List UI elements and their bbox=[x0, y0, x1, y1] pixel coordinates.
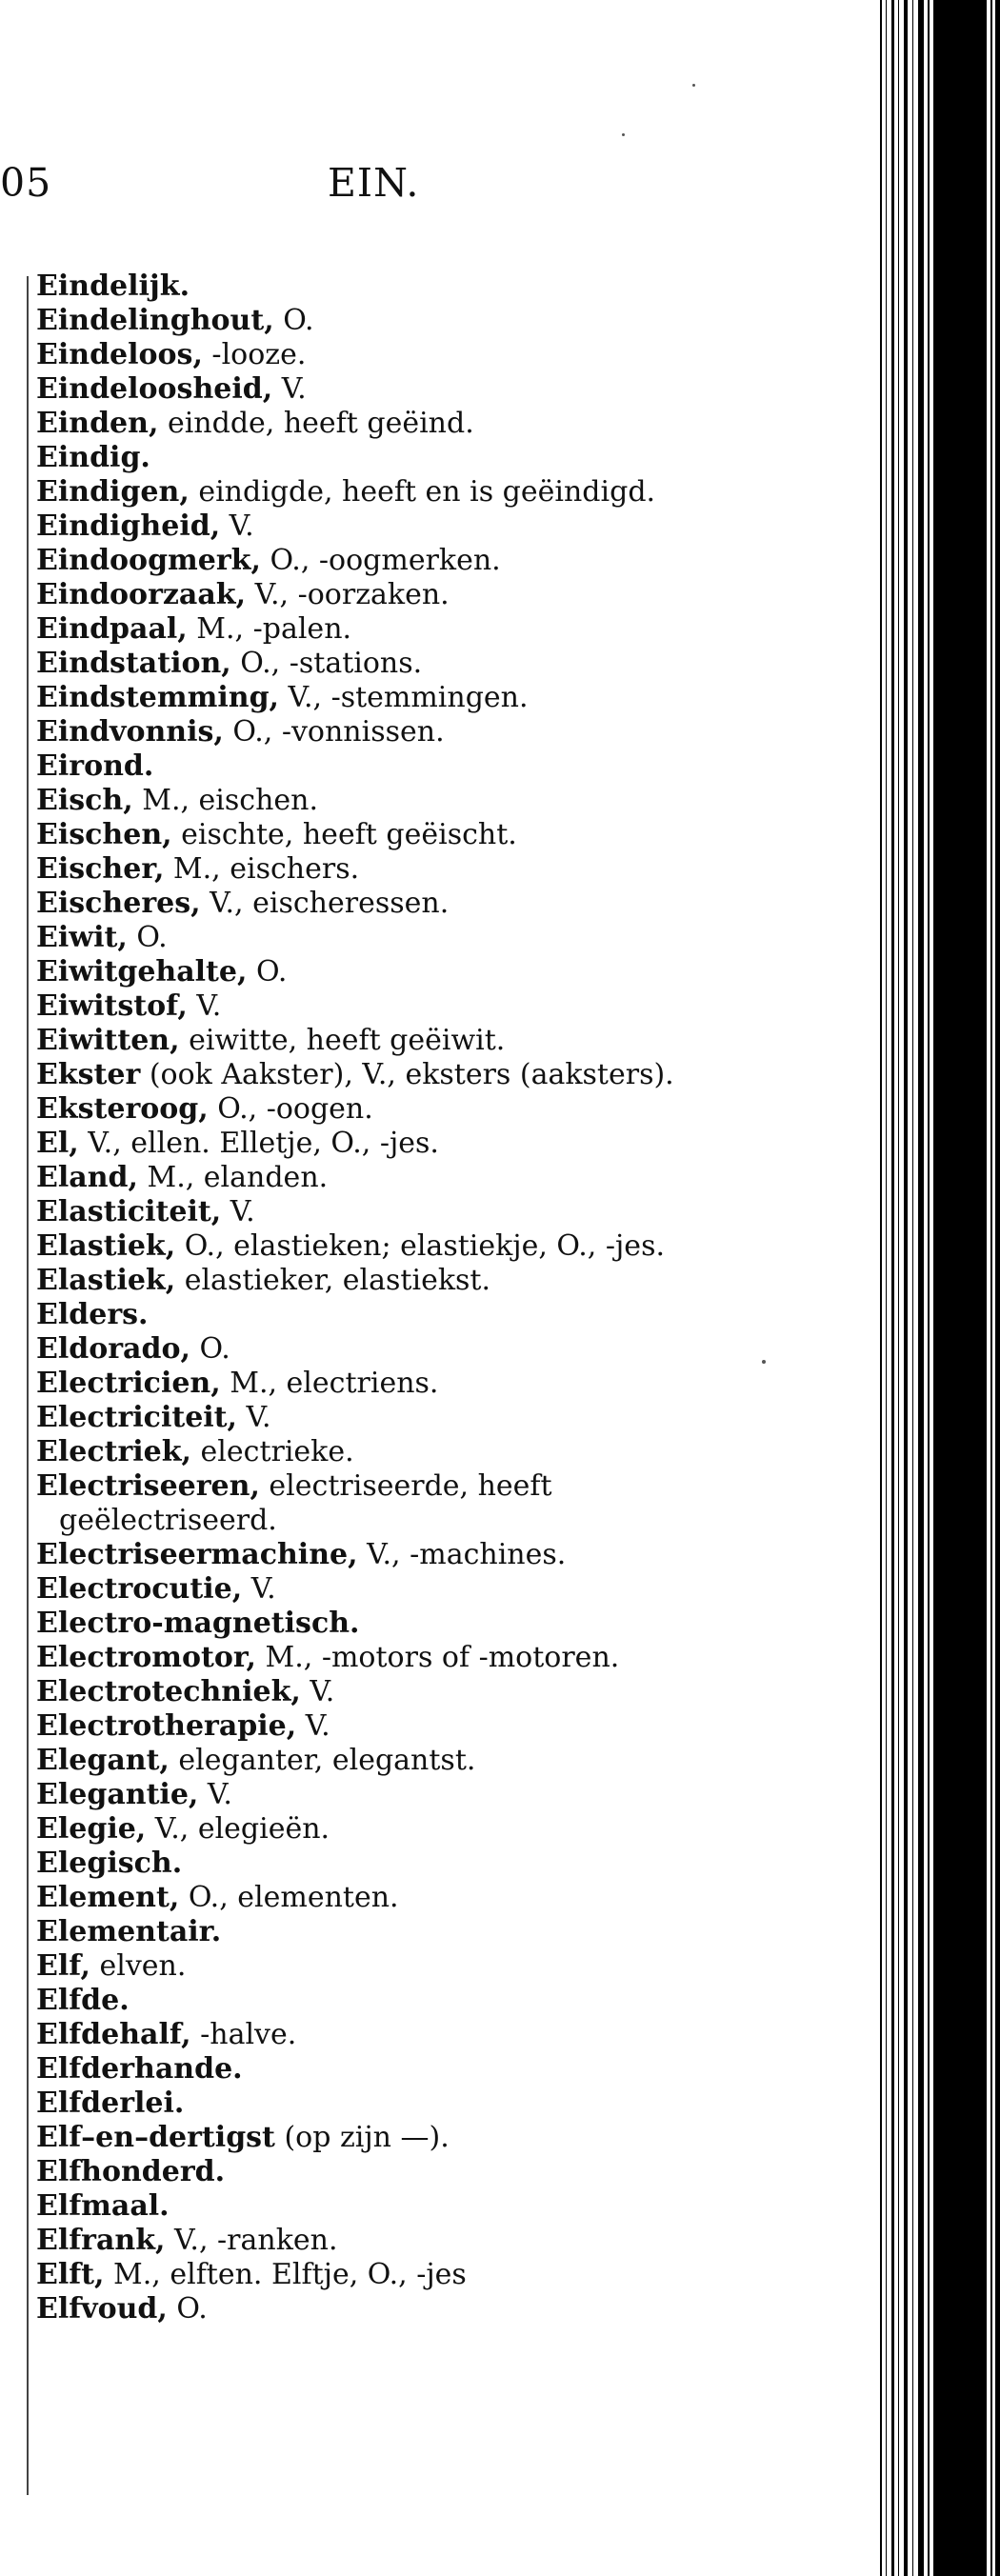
entry-definition: V. bbox=[272, 372, 307, 406]
entry-definition: V. bbox=[242, 1572, 276, 1606]
entry-headword: Elastiek, bbox=[36, 1264, 176, 1297]
entry-definition: V., -ranken. bbox=[165, 2224, 338, 2257]
entry-definition: V., -oorzaken. bbox=[246, 578, 450, 611]
dictionary-entry bbox=[36, 544, 741, 578]
dictionary-entry bbox=[36, 818, 741, 852]
entry-headword: Eindigen, bbox=[36, 475, 190, 509]
dictionary-entry bbox=[36, 1469, 741, 1538]
book-binding-edge bbox=[878, 0, 1000, 2576]
entry-headword: Electrotechniek, bbox=[36, 1675, 301, 1708]
entry-headword: Electrotherapie, bbox=[36, 1709, 297, 1743]
entry-headword: Electrocutie, bbox=[36, 1572, 243, 1606]
dictionary-entry bbox=[36, 2258, 741, 2292]
entry-headword: Eindpaal, bbox=[36, 612, 188, 646]
dictionary-entry bbox=[36, 2087, 741, 2121]
entry-headword: Electromotor, bbox=[36, 1641, 256, 1674]
entry-headword: Elegie, bbox=[36, 1812, 147, 1846]
dictionary-entry bbox=[36, 1298, 741, 1332]
entry-definition: (op zijn —). bbox=[274, 2121, 450, 2154]
dictionary-entry bbox=[36, 2224, 741, 2258]
dictionary-entry bbox=[36, 2292, 741, 2326]
dictionary-entry bbox=[36, 338, 741, 372]
dictionary-entry bbox=[36, 1127, 741, 1161]
ink-speck bbox=[762, 1360, 766, 1364]
dictionary-entry bbox=[36, 1915, 741, 1949]
entry-definition: V. bbox=[220, 509, 254, 543]
entry-definition: O. bbox=[273, 304, 314, 337]
dictionary-entry bbox=[36, 1024, 741, 1058]
ink-speck bbox=[622, 133, 625, 136]
dictionary-entry bbox=[36, 2121, 741, 2155]
entry-definition: O., elementen. bbox=[179, 1881, 399, 1914]
dictionary-entry bbox=[36, 1778, 741, 1812]
entry-headword: Elasticiteit, bbox=[36, 1195, 222, 1228]
dictionary-entry bbox=[36, 1092, 741, 1127]
dictionary-entry bbox=[36, 441, 741, 475]
entry-definition: V. bbox=[236, 1401, 271, 1434]
entry-definition: V. bbox=[300, 1675, 335, 1708]
dictionary-entry bbox=[36, 1812, 741, 1847]
dictionary-entry bbox=[36, 1401, 741, 1435]
margin-rule bbox=[27, 276, 29, 2495]
dictionary-entry bbox=[36, 1744, 741, 1778]
entry-headword: Eiwitten, bbox=[36, 1024, 180, 1057]
dictionary-entry bbox=[36, 304, 741, 338]
entry-headword: Eindstemming, bbox=[36, 681, 279, 714]
entry-headword: Eischer, bbox=[36, 852, 165, 886]
entry-headword: Elfde. bbox=[36, 1984, 130, 2017]
dictionary-entry bbox=[36, 475, 741, 509]
entry-headword: Elegantie, bbox=[36, 1778, 199, 1811]
entry-definition: O. bbox=[190, 1332, 230, 1366]
dictionary-entry bbox=[36, 852, 741, 887]
entry-definition: O., -stations. bbox=[230, 647, 423, 680]
entry-headword: Eindeloosheid, bbox=[36, 372, 273, 406]
entry-definition: M., elanden. bbox=[137, 1161, 329, 1194]
dictionary-entry bbox=[36, 681, 741, 715]
dictionary-entry bbox=[36, 989, 741, 1024]
dictionary-entry bbox=[36, 1949, 741, 1984]
page-number: 05 bbox=[0, 160, 52, 206]
entry-definition: eiwitte, heeft geëiwit. bbox=[179, 1024, 506, 1057]
entry-headword: Eiwitstof, bbox=[36, 989, 188, 1023]
dictionary-entry bbox=[36, 1641, 741, 1675]
dictionary-entry bbox=[36, 2052, 741, 2087]
entry-definition: V., -machines. bbox=[357, 1538, 567, 1571]
entry-headword: Eland, bbox=[36, 1161, 138, 1194]
entry-headword: Eindelinghout, bbox=[36, 304, 274, 337]
entry-definition: M., eischen. bbox=[132, 784, 319, 817]
entry-headword: Eindig. bbox=[36, 441, 150, 474]
dictionary-entry bbox=[36, 887, 741, 921]
dictionary-entry bbox=[36, 1847, 741, 1881]
entry-headword: Eindstation, bbox=[36, 647, 231, 680]
entry-definition: eindigde, heeft en is geëindigd. bbox=[189, 475, 656, 509]
dictionary-entry bbox=[36, 2189, 741, 2224]
entry-headword: Eindvonnis, bbox=[36, 715, 224, 749]
dictionary-entry bbox=[36, 1572, 741, 1607]
dictionary-entry bbox=[36, 1607, 741, 1641]
entry-headword: Elfvoud, bbox=[36, 2292, 168, 2326]
entry-definition: M., elften. Elftje, O., -jes bbox=[104, 2258, 467, 2291]
entry-definition: V., elegieën. bbox=[146, 1812, 330, 1846]
entry-headword: Element, bbox=[36, 1881, 180, 1914]
entry-definition: V. bbox=[296, 1709, 330, 1743]
entry-headword: Eindoogmerk, bbox=[36, 544, 261, 577]
entry-definition: M., eischers. bbox=[164, 852, 360, 886]
entry-definition: V., -stemmingen. bbox=[279, 681, 529, 714]
entry-definition: electriseerde, heeft geëlectriseerd. bbox=[59, 1469, 552, 1537]
entry-definition: eleganter, elegantst. bbox=[169, 1744, 476, 1777]
entry-headword: Elf, bbox=[36, 1949, 90, 1983]
entry-definition: M., -motors of -motoren. bbox=[255, 1641, 620, 1674]
entry-definition: O. bbox=[167, 2292, 208, 2326]
entry-headword: Elfderhande. bbox=[36, 2052, 243, 2086]
entry-headword: Elementair. bbox=[36, 1915, 222, 1948]
entry-definition: O. bbox=[127, 921, 168, 954]
running-head: EIN. bbox=[328, 160, 420, 206]
ink-speck bbox=[692, 84, 695, 87]
entry-definition: elven. bbox=[90, 1949, 187, 1983]
entry-definition: eindde, heeft geëind. bbox=[158, 407, 474, 440]
entry-headword: Einden, bbox=[36, 407, 159, 440]
entry-definition: O. bbox=[247, 955, 288, 988]
dictionary-entry bbox=[36, 1881, 741, 1915]
entry-definition: M., -palen. bbox=[187, 612, 352, 646]
entry-headword: Elfmaal. bbox=[36, 2189, 170, 2223]
dictionary-entry bbox=[36, 1332, 741, 1367]
entry-headword: Eldorado, bbox=[36, 1332, 190, 1366]
entry-headword: Elft, bbox=[36, 2258, 105, 2291]
entry-definition: electrieke. bbox=[191, 1435, 354, 1468]
entry-headword: Elfderlei. bbox=[36, 2087, 185, 2120]
entry-definition: -halve. bbox=[190, 2018, 297, 2051]
dictionary-entry bbox=[36, 270, 741, 304]
dictionary-entry bbox=[36, 955, 741, 989]
dictionary-entry bbox=[36, 578, 741, 612]
entry-headword: Elf–en–dertigst bbox=[36, 2121, 275, 2154]
entry-headword: Eindoorzaak, bbox=[36, 578, 247, 611]
dictionary-entry bbox=[36, 1367, 741, 1401]
dictionary-entry bbox=[36, 407, 741, 441]
entry-headword: Elastiek, bbox=[36, 1229, 176, 1263]
dictionary-entry bbox=[36, 1195, 741, 1229]
entry-definition: -looze. bbox=[202, 338, 307, 371]
dictionary-entry bbox=[36, 1264, 741, 1298]
dictionary-entry bbox=[36, 715, 741, 749]
entry-headword: Elders. bbox=[36, 1298, 149, 1331]
entry-definition: elastieker, elastiekst. bbox=[175, 1264, 490, 1297]
entry-headword: Eischen, bbox=[36, 818, 172, 851]
dictionary-entry bbox=[36, 1675, 741, 1709]
dictionary-entry bbox=[36, 509, 741, 544]
entry-headword: Electriek, bbox=[36, 1435, 191, 1468]
dictionary-entry bbox=[36, 1161, 741, 1195]
dictionary-entry bbox=[36, 1229, 741, 1264]
entry-definition: O., -oogen. bbox=[208, 1092, 373, 1126]
entry-headword: Elegant, bbox=[36, 1744, 170, 1777]
entry-definition: V., ellen. Elletje, O., -jes. bbox=[78, 1127, 439, 1160]
entry-definition: V. bbox=[221, 1195, 255, 1228]
entry-headword: Eksteroog, bbox=[36, 1092, 209, 1126]
entry-headword: Electriseeren, bbox=[36, 1469, 260, 1503]
dictionary-entry bbox=[36, 1984, 741, 2018]
dictionary-entry bbox=[36, 1538, 741, 1572]
entry-headword: Ekster bbox=[36, 1058, 141, 1091]
entry-headword: Eindelijk. bbox=[36, 270, 190, 303]
dictionary-entry bbox=[36, 1435, 741, 1469]
dictionary-entry bbox=[36, 1709, 741, 1744]
entry-headword: Eirond. bbox=[36, 749, 154, 783]
dictionary-entry bbox=[36, 921, 741, 955]
entry-headword: El, bbox=[36, 1127, 79, 1160]
entry-definition: V., eischeressen. bbox=[200, 887, 450, 920]
entry-headword: Eindigheid, bbox=[36, 509, 221, 543]
dictionary-entry bbox=[36, 647, 741, 681]
entry-headword: Eiwit, bbox=[36, 921, 128, 954]
entry-headword: Elegisch. bbox=[36, 1847, 183, 1880]
entry-headword: Electro-magnetisch. bbox=[36, 1607, 360, 1640]
entry-headword: Elfdehalf, bbox=[36, 2018, 191, 2051]
dictionary-entry-list bbox=[36, 270, 741, 2326]
entry-definition: V. bbox=[198, 1778, 232, 1811]
entry-headword: Eiwitgehalte, bbox=[36, 955, 248, 988]
dictionary-entry bbox=[36, 2018, 741, 2052]
dictionary-entry bbox=[36, 1058, 741, 1092]
entry-definition: (ook Aakster), V., eksters (aaksters). bbox=[140, 1058, 674, 1091]
dictionary-entry bbox=[36, 372, 741, 407]
entry-headword: Elfrank, bbox=[36, 2224, 166, 2257]
entry-headword: Eischeres, bbox=[36, 887, 201, 920]
entry-definition: V. bbox=[187, 989, 222, 1023]
dictionary-entry bbox=[36, 2155, 741, 2189]
dictionary-entry bbox=[36, 784, 741, 818]
entry-definition: O., elastieken; elastiekje, O., -jes. bbox=[175, 1229, 665, 1263]
entry-definition: eischte, heeft geëischt. bbox=[171, 818, 517, 851]
entry-headword: Eisch, bbox=[36, 784, 133, 817]
entry-definition: O., -oogmerken. bbox=[260, 544, 501, 577]
entry-headword: Electriseermachine, bbox=[36, 1538, 358, 1571]
dictionary-entry bbox=[36, 749, 741, 784]
entry-definition: M., electriens. bbox=[220, 1367, 439, 1400]
entry-headword: Elfhonderd. bbox=[36, 2155, 226, 2188]
entry-headword: Electricien, bbox=[36, 1367, 221, 1400]
dictionary-entry bbox=[36, 612, 741, 647]
entry-headword: Electriciteit, bbox=[36, 1401, 237, 1434]
entry-headword: Eindeloos, bbox=[36, 338, 203, 371]
entry-definition: O., -vonnissen. bbox=[223, 715, 445, 749]
